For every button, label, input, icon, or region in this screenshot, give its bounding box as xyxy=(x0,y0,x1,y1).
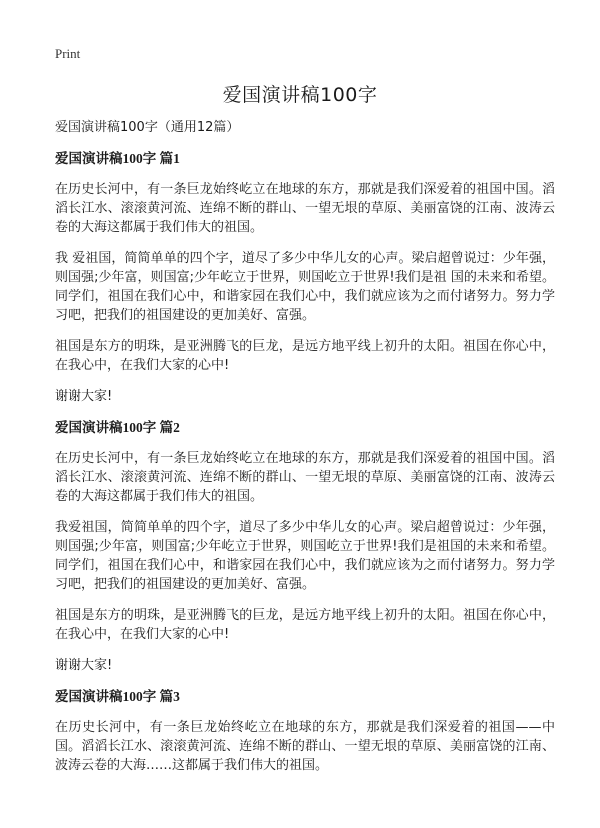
paragraph: 我 爱祖国，简简单单的四个字，道尽了多少中华儿女的心声。梁启超曾说过：少年强，则国强;少年富，则国富;少年屹立于世界，则国屹立于世界!我们是祖 国的未来和希望。同学们，祖国在我们心中，和谐家园在我们心中，我们就应该为之而付诸努力。努力学习吧，把我们的祖国建设的更加美好、富强。 xyxy=(55,251,555,323)
paragraph: 谢谢大家! xyxy=(55,658,113,673)
section-2 xyxy=(55,418,555,675)
paragraph: 在历史长河中，有一条巨龙始终屹立在地球的东方，那就是我们深爱着的祖国——中国。滔滔长江水、滚滚黄河流、连绵不断的群山、一望无垠的草原、美丽富饶的江南、波涛云卷的大海……这都属于我们伟大的祖国。 xyxy=(55,720,555,773)
section-heading: 爱国演讲稿100字 篇1 xyxy=(55,151,180,166)
paragraph: 在历史长河中，有一条巨龙始终屹立在地球的东方，那就是我们深爱着的祖国中国。滔滔长江水、滚滚黄河流、连绵不断的群山、一望无垠的草原、美丽富饶的江南、波涛云卷的大海这都属于我们伟大的祖国。 xyxy=(55,451,555,504)
paragraph: 祖国是东方的明珠，是亚洲腾飞的巨龙，是远方地平线上初升的太阳。祖国在你心中，在我心中，在我们大家的心中! xyxy=(55,608,555,642)
print-link[interactable]: Print xyxy=(55,46,81,61)
section-3 xyxy=(55,687,555,775)
intro-text: 爱国演讲稿100字（通用12篇） xyxy=(55,120,240,135)
paragraph: 我爱祖国，简简单单的四个字，道尽了多少中华儿女的心声。梁启超曾说过：少年强，则国强;少年富，则国富;少年屹立于世界，则国屹立于世界!我们是祖国的未来和希望。同学们，祖国在我们心中，和谐家园在我们心中，我们就应该为之而付诸努力。努力学习吧，把我们的祖国建设的更加美好、富强。 xyxy=(55,520,555,592)
paragraph: 祖国是东方的明珠，是亚洲腾飞的巨龙，是远方地平线上初升的太阳。祖国在你心中，在我心中，在我们大家的心中! xyxy=(55,339,555,373)
section-heading: 爱国演讲稿100字 篇2 xyxy=(55,420,180,435)
paragraph: 谢谢大家! xyxy=(55,389,113,404)
section-heading: 爱国演讲稿100字 篇3 xyxy=(55,689,180,704)
article-body xyxy=(55,118,555,787)
section-1 xyxy=(55,149,555,406)
paragraph: 在历史长河中，有一条巨龙始终屹立在地球的东方，那就是我们深爱着的祖国中国。滔滔长江水、滚滚黄河流、连绵不断的群山、一望无垠的草原、美丽富饶的江南、波涛云卷的大海这都属于我们伟大的祖国。 xyxy=(55,182,555,235)
page-title: 爱国演讲稿100字 xyxy=(222,84,378,106)
